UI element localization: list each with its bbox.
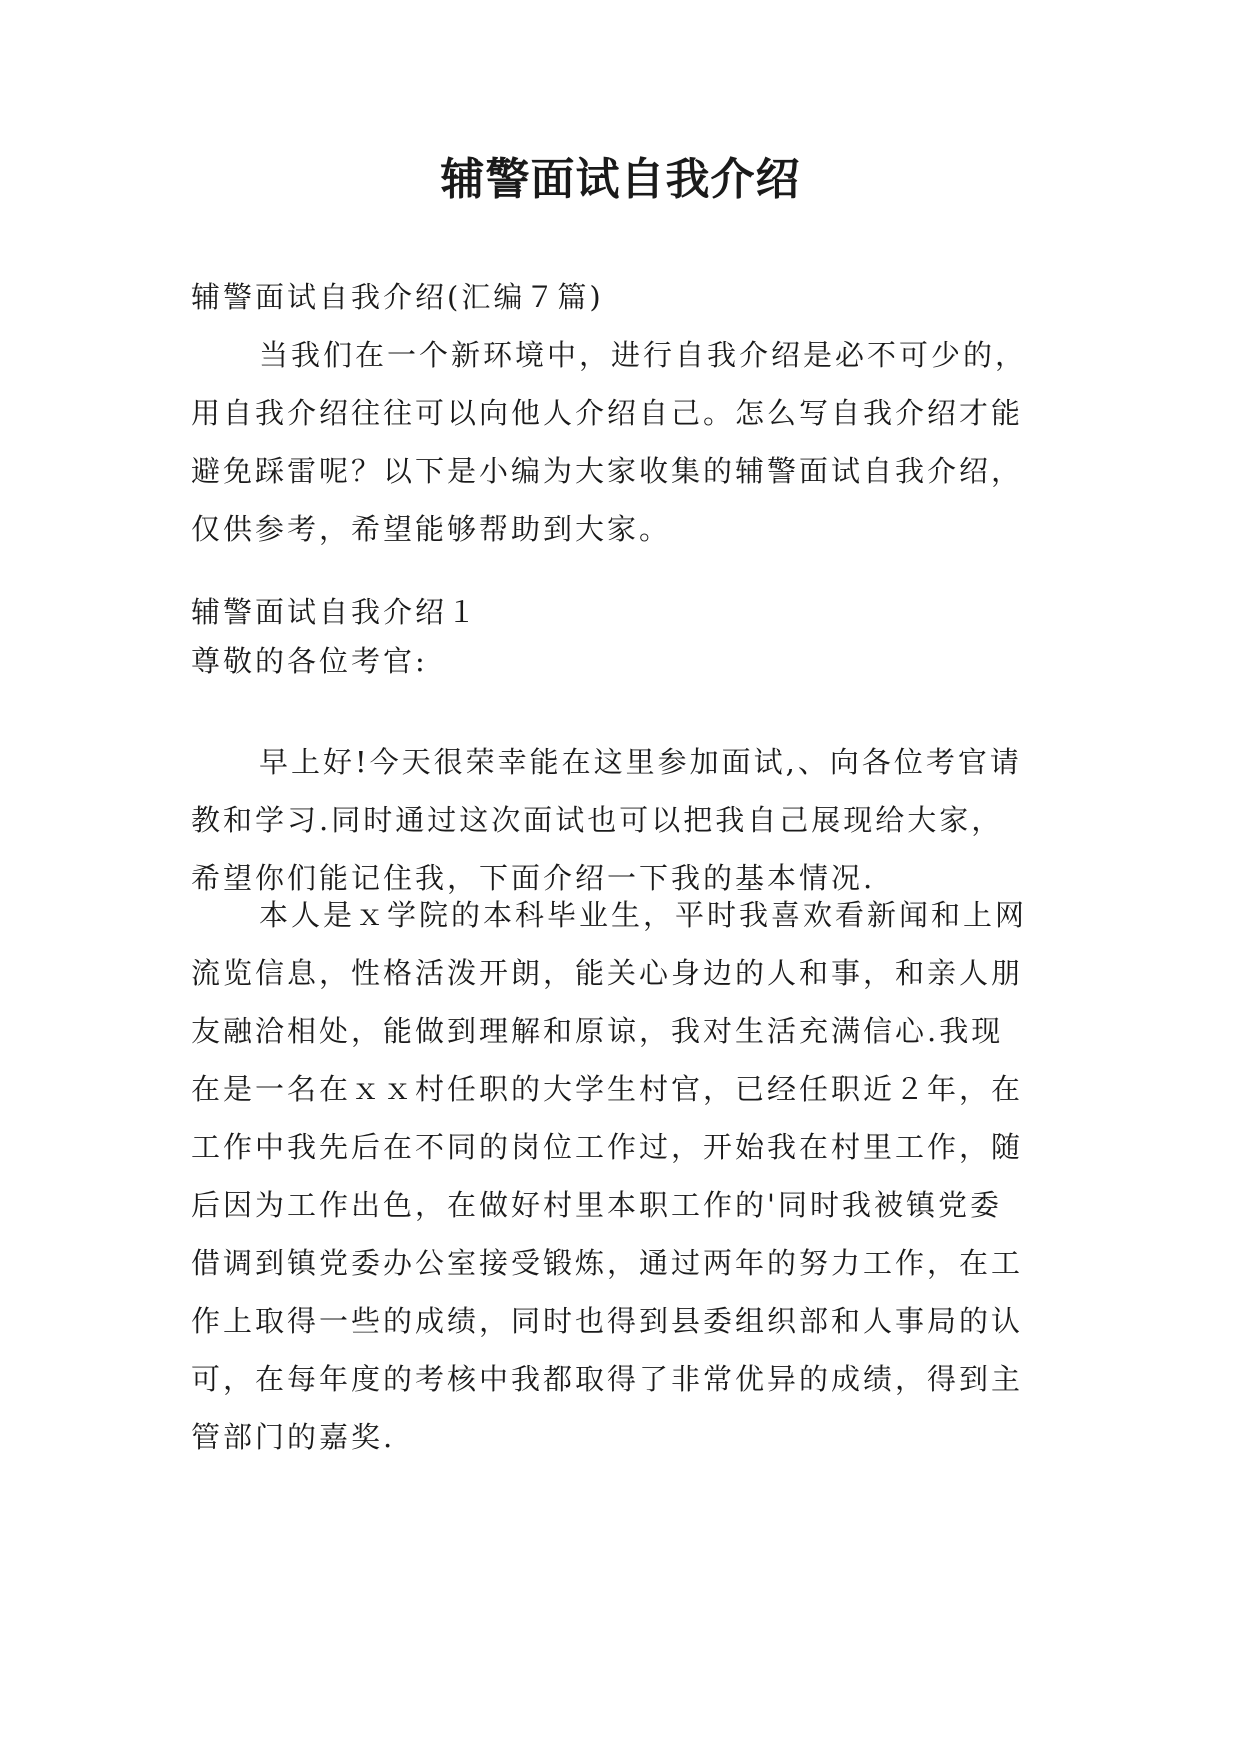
paragraph-line: 在是一名在ｘｘ村任职的大学生村官，已经任职近２年，在: [191, 1072, 1024, 1106]
paragraph-line: 作上取得一些的成绩，同时也得到县委组织部和人事局的认: [191, 1304, 1024, 1338]
intro-paragraph: [191, 326, 1061, 558]
intro-line: 避免踩雷呢？以下是小编为大家收集的辅警面试自我介绍，: [191, 454, 1024, 488]
paragraph-line: 后因为工作出色，在做好村里本职工作的'同时我被镇党委: [191, 1188, 1002, 1222]
paragraph-line: 早上好!今天很荣幸能在这里参加面试,、向各位考官请: [259, 745, 1022, 779]
intro-line: 仅供参考，希望能够帮助到大家。: [191, 512, 672, 546]
body-paragraph-1: [191, 733, 1061, 907]
paragraph-line: 管部门的嘉奖.: [191, 1420, 396, 1454]
paragraph-line: 工作中我先后在不同的岗位工作过，开始我在村里工作，随: [191, 1130, 1024, 1164]
intro-line: 用自我介绍往往可以向他人介绍自己。怎么写自我介绍才能: [191, 396, 1024, 430]
document-subtitle: [191, 268, 1061, 326]
paragraph-line: 教和学习.同时通过这次面试也可以把我自己展现给大家，: [191, 803, 1004, 837]
paragraph-line: 借调到镇党委办公室接受锻炼，通过两年的努力工作，在工: [191, 1246, 1024, 1280]
subtitle-line: 辅警面试自我介绍(汇编７篇): [191, 280, 604, 314]
salutation-text: 尊敬的各位考官:: [191, 644, 428, 678]
paragraph-line: 本人是ｘ学院的本科毕业生，平时我喜欢看新闻和上网: [259, 898, 1028, 932]
section-heading-text: 辅警面试自我介绍１: [191, 595, 480, 629]
paragraph-line: 可，在每年度的考核中我都取得了非常优异的成绩，得到主: [191, 1362, 1024, 1396]
paragraph-line: 流览信息，性格活泼开朗，能关心身边的人和事，和亲人朋: [191, 956, 1024, 990]
paragraph-line: 友融洽相处，能做到理解和原谅，我对生活充满信心.我现: [191, 1014, 1004, 1048]
paragraph-line: 希望你们能记住我，下面介绍一下我的基本情况.: [191, 861, 876, 895]
body-paragraph-2: [191, 886, 1061, 1466]
page-title: 辅警面试自我介绍: [440, 154, 801, 205]
salutation: [191, 632, 1061, 690]
intro-line: 当我们在一个新环境中，进行自我介绍是必不可少的，: [259, 338, 1028, 372]
